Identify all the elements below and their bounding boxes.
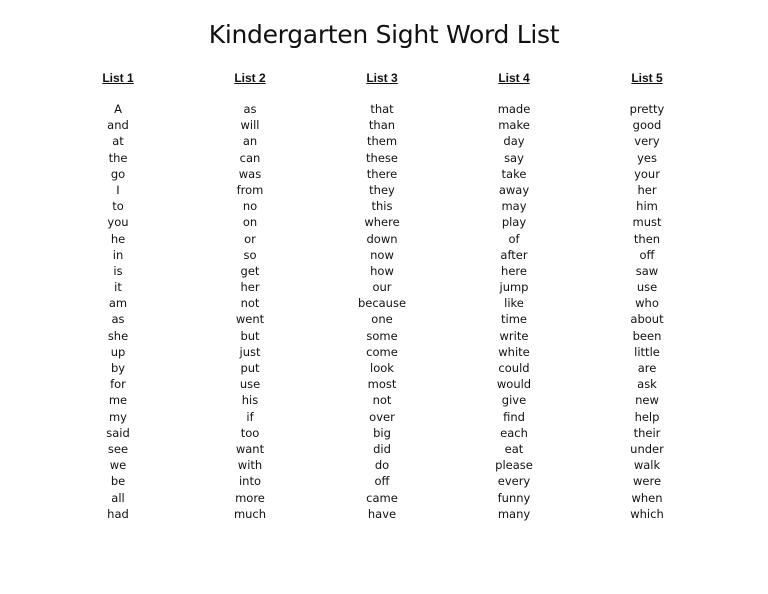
sight-word: saw bbox=[635, 263, 659, 278]
sight-word: little bbox=[634, 344, 660, 359]
sight-word: are bbox=[637, 361, 657, 375]
sight-word: more bbox=[235, 490, 265, 505]
sight-word: it bbox=[114, 280, 122, 295]
sight-word: him bbox=[636, 199, 658, 214]
sight-word: here bbox=[501, 263, 527, 278]
sight-word: the bbox=[108, 150, 128, 165]
sight-word: of bbox=[508, 231, 520, 246]
sight-word: use bbox=[636, 280, 658, 295]
sight-word: made bbox=[497, 102, 531, 116]
sight-word: away bbox=[498, 182, 530, 197]
sight-word: these bbox=[366, 150, 398, 165]
sight-word: as bbox=[243, 102, 257, 116]
sight-word: take bbox=[501, 166, 527, 181]
sight-word: off bbox=[374, 474, 390, 489]
sight-word: put bbox=[240, 361, 260, 375]
sight-word: is bbox=[113, 263, 123, 278]
sight-word: because bbox=[357, 296, 407, 311]
page-title: Kindergarten Sight Word List bbox=[208, 20, 560, 49]
sight-word: that bbox=[370, 102, 394, 116]
sight-word: how bbox=[370, 263, 394, 278]
sight-word: jump bbox=[499, 280, 529, 295]
sight-word: our bbox=[372, 280, 392, 295]
word-list-column-5 bbox=[592, 70, 702, 522]
sight-word: would bbox=[496, 377, 532, 392]
sight-word: am bbox=[108, 296, 128, 311]
sight-word: each bbox=[500, 425, 528, 440]
sight-word: said bbox=[106, 425, 130, 440]
word-list-column-3 bbox=[327, 70, 437, 522]
sight-word: now bbox=[370, 247, 394, 262]
sight-word: an bbox=[242, 134, 258, 149]
list-header: List 4 bbox=[498, 71, 530, 85]
sight-word: make bbox=[498, 118, 530, 133]
sight-word: day bbox=[503, 134, 525, 149]
sight-word: he bbox=[110, 231, 126, 246]
sight-word: see bbox=[107, 441, 129, 456]
sight-word: much bbox=[233, 506, 267, 521]
sight-word: too bbox=[240, 425, 260, 440]
sight-word: who bbox=[635, 296, 659, 311]
sight-word: by bbox=[110, 361, 126, 375]
sight-word: new bbox=[635, 393, 659, 408]
sight-word: time bbox=[501, 312, 527, 327]
sight-word: say bbox=[504, 150, 524, 165]
sight-word: yes bbox=[637, 150, 657, 165]
sight-word: when bbox=[631, 490, 663, 505]
sight-word: like bbox=[504, 296, 524, 311]
sight-word: funny bbox=[497, 490, 531, 505]
sight-word: she bbox=[107, 328, 129, 343]
sight-word: big bbox=[373, 425, 391, 440]
sight-word: my bbox=[108, 409, 127, 424]
sight-word: as bbox=[111, 312, 125, 327]
sight-word: their bbox=[633, 425, 661, 440]
sight-word: had bbox=[107, 506, 129, 521]
sight-word: pretty bbox=[629, 102, 665, 116]
sight-word: after bbox=[500, 247, 528, 262]
sight-word: from bbox=[236, 182, 264, 197]
sight-word: many bbox=[497, 506, 531, 521]
sight-word: been bbox=[632, 328, 662, 343]
sight-word: walk bbox=[633, 458, 661, 473]
sight-word: did bbox=[373, 441, 391, 456]
sight-word: but bbox=[240, 328, 260, 343]
sight-word: want bbox=[235, 441, 265, 456]
sight-word: on bbox=[242, 215, 258, 230]
sight-word: with bbox=[237, 458, 263, 473]
sight-word: may bbox=[501, 199, 527, 214]
sight-word: her bbox=[637, 182, 657, 197]
sight-word: go bbox=[110, 166, 126, 181]
sight-word: them bbox=[366, 134, 398, 149]
sight-word: her bbox=[240, 280, 260, 295]
sight-word: down bbox=[366, 231, 398, 246]
sight-word: for bbox=[110, 377, 126, 392]
sight-word: we bbox=[109, 458, 127, 473]
sight-word: play bbox=[501, 215, 527, 230]
sight-word: one bbox=[371, 312, 393, 327]
sight-word: good bbox=[632, 118, 662, 133]
sight-word: no bbox=[242, 199, 258, 214]
sight-word: could bbox=[498, 361, 530, 375]
sight-word: were bbox=[632, 474, 662, 489]
sight-word: off bbox=[639, 247, 655, 262]
sight-word: you bbox=[107, 215, 129, 230]
sight-word: to bbox=[112, 199, 124, 214]
sight-word: there bbox=[366, 166, 398, 181]
sight-word: help bbox=[634, 409, 660, 424]
sight-word: up bbox=[110, 344, 126, 359]
sight-word: over bbox=[369, 409, 395, 424]
word-list-column-1 bbox=[63, 70, 173, 522]
sight-word: must bbox=[632, 215, 662, 230]
sight-word: than bbox=[368, 118, 396, 133]
sight-word: and bbox=[107, 118, 129, 133]
sight-word: at bbox=[112, 134, 124, 149]
sight-word: I bbox=[116, 182, 120, 197]
sight-word: eat bbox=[504, 441, 524, 456]
list-header: List 5 bbox=[631, 71, 663, 85]
sight-word: which bbox=[630, 506, 664, 521]
sight-word: where bbox=[364, 215, 400, 230]
sight-word: every bbox=[497, 474, 531, 489]
sight-word: get bbox=[240, 263, 260, 278]
sight-word: can bbox=[239, 150, 261, 165]
sight-word: will bbox=[240, 118, 260, 133]
sight-word: under bbox=[630, 441, 664, 456]
list-header: List 1 bbox=[102, 71, 134, 85]
sight-word: just bbox=[239, 344, 261, 359]
sight-word: do bbox=[374, 458, 390, 473]
sight-word: A bbox=[114, 102, 122, 116]
sight-word: have bbox=[367, 506, 397, 521]
sight-word: his bbox=[241, 393, 259, 408]
sight-word: not bbox=[240, 296, 260, 311]
sight-word: some bbox=[366, 328, 398, 343]
sight-word: came bbox=[366, 490, 398, 505]
word-list-column-2 bbox=[195, 70, 305, 522]
sight-word: in bbox=[112, 247, 124, 262]
sight-word: ask bbox=[637, 377, 657, 392]
sight-word: was bbox=[238, 166, 262, 181]
word-list-column-4 bbox=[459, 70, 569, 522]
sight-word: into bbox=[238, 474, 262, 489]
sight-word: find bbox=[503, 409, 525, 424]
sight-word: look bbox=[370, 361, 394, 375]
sight-word: this bbox=[371, 199, 393, 214]
sight-word: be bbox=[110, 474, 126, 489]
sight-word: give bbox=[501, 393, 527, 408]
sight-word: about bbox=[630, 312, 664, 327]
sight-word: went bbox=[235, 312, 265, 327]
list-header: List 3 bbox=[366, 71, 398, 85]
sight-word: use bbox=[239, 377, 261, 392]
sight-word: write bbox=[499, 328, 529, 343]
sight-word: if bbox=[246, 409, 254, 424]
sight-word: very bbox=[634, 134, 660, 149]
sight-word: so bbox=[243, 247, 257, 262]
sight-word: all bbox=[111, 490, 125, 505]
sight-word: please bbox=[495, 458, 533, 473]
sight-word: they bbox=[369, 182, 395, 197]
sight-word: then bbox=[633, 231, 661, 246]
sight-word: or bbox=[244, 231, 256, 246]
sight-word: most bbox=[367, 377, 397, 392]
sight-word: me bbox=[108, 393, 128, 408]
list-header: List 2 bbox=[234, 71, 266, 85]
sight-word: your bbox=[634, 166, 660, 181]
sight-word: white bbox=[498, 344, 530, 359]
sight-word: come bbox=[366, 344, 398, 359]
sight-word: not bbox=[372, 393, 392, 408]
